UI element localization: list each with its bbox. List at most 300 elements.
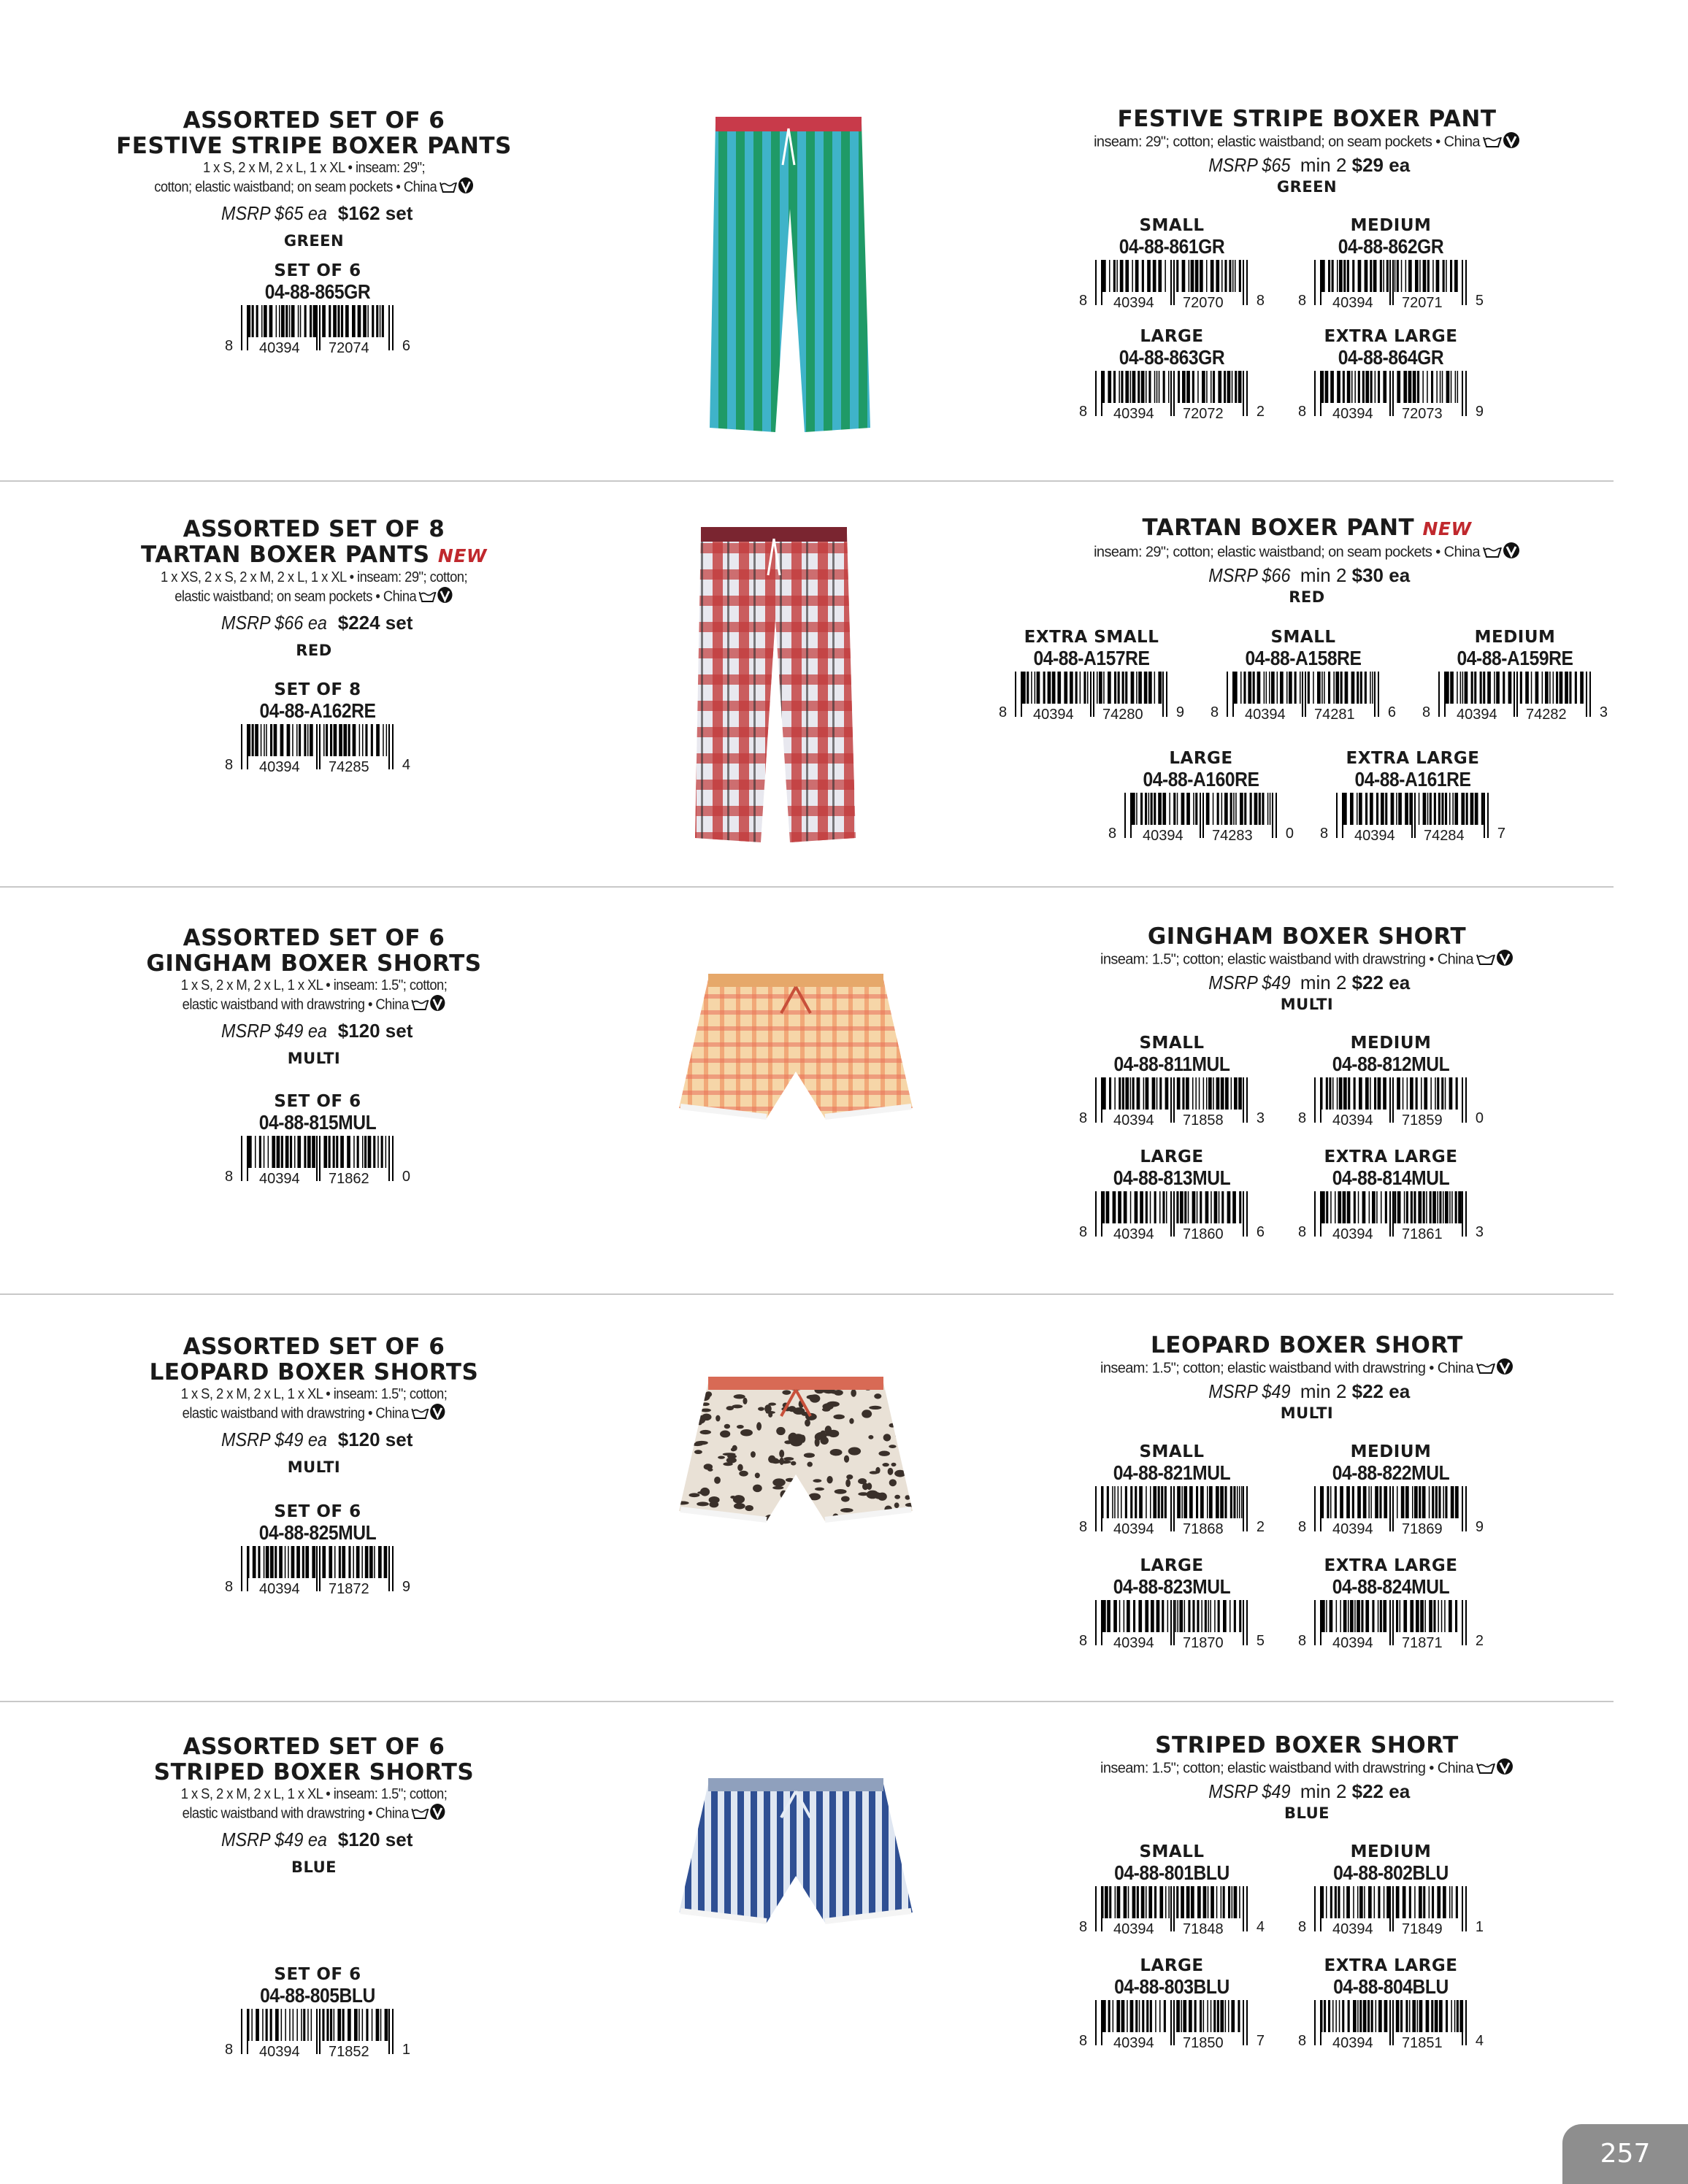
set-price [58,611,569,634]
upc-left-digits: 40394 [257,759,302,775]
item-price [1008,1780,1606,1803]
item-wholesale-price: $29 ea [1351,154,1411,176]
upc-barcode [225,724,410,775]
size-label: LARGE [1140,327,1204,346]
size-label: SET OF 6 [274,261,361,280]
upc-lead-digit: 8 [225,1169,234,1185]
upc-right-digits: 74281 [1312,707,1357,723]
set-barcode [225,1965,410,2064]
item-min-qty: min 2 [1300,1380,1347,1402]
set-barcode [225,1502,410,1601]
set-title-line2 [58,1360,569,1385]
set-price [58,1019,569,1042]
single-item-info [1008,1333,1606,1423]
upc-lead-digit: 8 [1298,1224,1307,1240]
upc-left-digits: 40394 [257,1581,302,1597]
upc-check-digit: 2 [1475,1633,1484,1649]
size-label: MEDIUM [1474,628,1556,647]
upc-barcode [1320,793,1505,844]
size-barcode-small [1211,628,1396,726]
set-color: GREEN [283,232,345,250]
set-title-line1: ASSORTED SET OF 8 [183,516,445,542]
size-label: EXTRA SMALL [1024,628,1159,647]
set-title-text: FESTIVE STRIPE BOXER PANTS [116,133,512,159]
set-description-text: elastic waistband with drawstring • China [182,1405,409,1422]
item-price [1008,971,1606,994]
upc-right-digits: 71870 [1181,1635,1226,1651]
item-min-qty: min 2 [1300,564,1347,586]
vegan-icon [429,1403,445,1420]
set-description-text: elastic waistband; on seam pockets • China [174,588,417,605]
upc-check-digit: 9 [1475,404,1484,420]
upc-left-digits: 40394 [1111,1226,1156,1242]
set-wholesale-price: $120 set [337,1020,413,1042]
item-title-text: FESTIVE STRIPE BOXER PANT [1117,106,1497,132]
upc-left-digits: 40394 [1111,1921,1156,1937]
size-barcode-medium [1422,628,1608,726]
sku-number: 04-88-861GR [1119,235,1225,258]
upc-right-digits: 74282 [1524,707,1569,723]
upc-check-digit: 4 [1256,1919,1265,1935]
item-color: GREEN [1276,178,1338,196]
item-wholesale-price: $30 ea [1351,564,1411,586]
product-photo [672,962,920,1141]
sku-number: 04-88-A157RE [1033,647,1150,669]
item-min-qty: min 2 [1300,154,1347,176]
size-barcode-large [1108,749,1294,847]
item-wholesale-price: $22 ea [1351,1380,1411,1402]
size-barcode-large [1079,1956,1265,2055]
size-barcode-small [1079,1842,1265,1941]
sku-number: 04-88-812MUL [1332,1053,1450,1075]
upc-left-digits: 40394 [1330,295,1376,311]
item-min-qty: min 2 [1300,1780,1347,1802]
vegan-icon [1496,1758,1514,1775]
upc-check-digit: 5 [1256,1633,1265,1649]
upc-barcode [225,305,410,356]
upc-barcode [1298,2000,1484,2051]
item-msrp: MSRP $49 [1208,1780,1291,1802]
size-barcode-medium [1298,216,1484,315]
set-color: MULTI [287,1458,341,1476]
product-photo [686,517,862,864]
section-divider [0,480,1614,482]
upc-right-digits: 72071 [1400,295,1445,311]
item-description-text: inseam: 1.5"; cotton; elastic waistband with drawstring • China [1100,951,1473,968]
sku-number: 04-88-813MUL [1113,1166,1231,1189]
sku-number: 04-88-802BLU [1333,1861,1449,1884]
upc-check-digit: 9 [1175,704,1184,720]
upc-lead-digit: 8 [1298,1519,1307,1535]
upc-lead-digit: 8 [225,338,234,354]
size-label: MEDIUM [1350,1034,1432,1053]
upc-lead-digit: 8 [225,2042,234,2058]
upc-right-digits: 71851 [1400,2035,1445,2051]
item-wholesale-price: $22 ea [1351,1780,1411,1802]
wash-icon [410,1806,429,1820]
product-photo [701,107,876,453]
upc-right-digits: 71869 [1400,1521,1445,1537]
sku-number: 04-88-811MUL [1113,1053,1230,1075]
upc-left-digits: 40394 [257,1171,302,1187]
item-description [1008,542,1606,564]
upc-lead-digit: 8 [1298,1633,1307,1649]
upc-right-digits: 74285 [326,759,372,775]
upc-right-digits: 71861 [1400,1226,1445,1242]
upc-barcode [1298,1486,1484,1537]
upc-right-digits: 71849 [1400,1921,1445,1937]
size-barcode-small [1079,1442,1265,1541]
item-price [1008,564,1606,587]
vegan-icon [1496,1358,1514,1375]
single-item-info [1008,515,1606,607]
set-color: BLUE [291,1858,337,1876]
vegan-icon [458,177,474,194]
size-barcode-extra-large [1298,327,1484,426]
set-title-line1: ASSORTED SET OF 6 [183,925,445,951]
upc-check-digit: 0 [1285,826,1294,842]
upc-barcode [1079,1077,1265,1128]
upc-barcode [1079,1191,1265,1242]
section-divider [0,1293,1614,1295]
upc-barcode [1079,1600,1265,1651]
set-title-text: TARTAN BOXER PANTS [141,542,430,568]
item-description [1008,1358,1606,1380]
set-description-line2 [79,1403,549,1425]
upc-right-digits: 72070 [1181,295,1226,311]
size-barcode-small [1079,1034,1265,1132]
assorted-set-info [58,517,569,661]
item-color: MULTI [1280,996,1334,1013]
upc-check-digit: 9 [402,1579,410,1595]
upc-left-digits: 40394 [1330,1112,1376,1128]
set-barcode [225,680,410,779]
upc-barcode [1079,260,1265,311]
set-description-text: cotton; elastic waistband; on seam pockets • China [154,179,437,196]
care-icons [1482,131,1520,153]
item-description-text: inseam: 1.5"; cotton; elastic waistband with drawstring • China [1100,1360,1473,1377]
upc-lead-digit: 8 [225,1579,234,1595]
upc-barcode [1298,260,1484,311]
sku-number: 04-88-801BLU [1114,1861,1229,1884]
upc-lead-digit: 8 [1079,1110,1088,1126]
size-label: SMALL [1139,1034,1205,1053]
size-barcode-large [1079,327,1265,426]
size-label: MEDIUM [1350,216,1432,235]
set-title-text: STRIPED BOXER SHORTS [153,1759,475,1785]
upc-lead-digit: 8 [1108,826,1117,842]
size-barcode-large [1079,1556,1265,1655]
upc-lead-digit: 8 [999,704,1008,720]
assorted-set-info [58,1734,569,1877]
sku-number: 04-88-A162RE [259,699,376,722]
sku-number: 04-88-825MUL [258,1521,377,1544]
size-label: MEDIUM [1350,1442,1432,1461]
upc-barcode [1298,1191,1484,1242]
upc-lead-digit: 8 [1211,704,1219,720]
item-description-text: inseam: 29"; cotton; elastic waistband; on seam pockets • China [1094,544,1480,561]
set-price [58,1828,569,1851]
set-msrp: MSRP $65 ea [220,202,327,224]
upc-right-digits: 71850 [1181,2035,1226,2051]
upc-lead-digit: 8 [1298,1110,1307,1126]
care-icons [1476,949,1514,971]
size-label: EXTRA LARGE [1324,1956,1458,1975]
sku-number: 04-88-804BLU [1333,1975,1449,1998]
sku-number: 04-88-822MUL [1332,1461,1450,1484]
upc-check-digit: 2 [1256,1519,1265,1535]
upc-check-digit: 6 [1256,1224,1265,1240]
upc-check-digit: 1 [1475,1919,1484,1935]
section-divider [0,1701,1614,1702]
size-label: EXTRA LARGE [1324,1147,1458,1166]
set-title-line1: ASSORTED SET OF 6 [183,1734,445,1760]
set-barcode [225,1092,410,1191]
upc-lead-digit: 8 [225,757,234,773]
set-description-line2 [79,1803,549,1825]
upc-check-digit: 3 [1599,704,1608,720]
item-title [1008,107,1606,131]
item-title [1008,1333,1606,1358]
upc-barcode [1079,2000,1265,2051]
sku-number: 04-88-863GR [1119,346,1225,369]
set-color: MULTI [287,1050,341,1067]
sku-number: 04-88-824MUL [1332,1575,1450,1598]
sku-number: 04-88-815MUL [258,1111,377,1134]
set-price [58,201,569,225]
size-label: EXTRA LARGE [1324,327,1458,346]
set-title-line2 [58,1760,569,1785]
gingham-short-photo [672,962,920,1137]
set-description-line1: 1 x S, 2 x M, 2 x L, 1 x XL • inseam: 1.5"; cotton; [180,1386,448,1402]
sku-number: 04-88-823MUL [1113,1575,1231,1598]
care-icons [410,1403,445,1425]
set-title-text: GINGHAM BOXER SHORTS [146,950,482,977]
upc-right-digits: 71858 [1181,1112,1226,1128]
item-price [1008,1380,1606,1403]
set-title-line2 [58,134,569,159]
upc-check-digit: 0 [1475,1110,1484,1126]
sku-number: 04-88-A161RE [1354,768,1471,791]
set-title-line1: ASSORTED SET OF 6 [183,107,445,134]
set-wholesale-price: $120 set [337,1429,413,1450]
upc-check-digit: 9 [1475,1519,1484,1535]
upc-right-digits: 71862 [326,1171,372,1187]
upc-check-digit: 3 [1475,1224,1484,1240]
set-price [58,1428,569,1451]
wash-icon [1476,1761,1496,1775]
upc-left-digits: 40394 [1352,828,1397,844]
sku-number: 04-88-A160RE [1143,768,1259,791]
size-barcode-extra-small [999,628,1184,726]
new-badge: NEW [437,545,487,566]
item-title [1008,1733,1606,1758]
upc-right-digits: 71871 [1400,1635,1445,1651]
size-barcode-small [1079,216,1265,315]
vegan-icon [1503,542,1520,559]
item-msrp: MSRP $49 [1208,1380,1291,1402]
upc-lead-digit: 8 [1298,293,1307,309]
item-min-qty: min 2 [1300,972,1347,993]
item-description-text: inseam: 1.5"; cotton; elastic waistband with drawstring • China [1100,1760,1473,1777]
care-icons [439,177,474,199]
size-barcode-medium [1298,1842,1484,1941]
upc-left-digits: 40394 [1330,1921,1376,1937]
assorted-set-info [58,926,569,1069]
set-title-line1: ASSORTED SET OF 6 [183,1334,445,1360]
vegan-icon [429,1803,445,1820]
care-icons [418,586,453,608]
item-color: MULTI [1280,1404,1334,1422]
wash-icon [439,180,458,194]
size-label: SMALL [1139,216,1205,235]
item-title [1008,515,1606,542]
set-title-text: LEOPARD BOXER SHORTS [149,1359,479,1385]
set-description-line1: 1 x S, 2 x M, 2 x L, 1 x XL • inseam: 29"; [202,160,426,176]
upc-check-digit: 7 [1256,2033,1265,2049]
set-wholesale-price: $224 set [337,612,413,634]
care-icons [410,994,445,1016]
upc-check-digit: 0 [402,1169,410,1185]
upc-barcode [1298,1600,1484,1651]
item-msrp: MSRP $65 [1208,154,1291,176]
upc-right-digits: 74284 [1422,828,1467,844]
product-photo [672,1766,920,1945]
set-wholesale-price: $162 set [337,202,413,224]
item-color: BLUE [1284,1804,1330,1822]
size-label: EXTRA LARGE [1324,1556,1458,1575]
upc-lead-digit: 8 [1079,1919,1088,1935]
item-color: RED [1289,588,1325,606]
item-title-text: GINGHAM BOXER SHORT [1147,923,1467,950]
festive-stripe-pant-photo [701,107,876,450]
set-color: RED [296,642,332,659]
upc-check-digit: 1 [402,2042,410,2058]
size-barcode-extra-large [1298,1556,1484,1655]
upc-barcode [1298,1077,1484,1128]
size-label: SET OF 6 [274,1965,361,1984]
upc-lead-digit: 8 [1298,1919,1307,1935]
upc-left-digits: 40394 [1243,707,1288,723]
care-icons [1482,542,1520,564]
sku-number: 04-88-805BLU [260,1984,375,2007]
upc-barcode [999,672,1184,723]
upc-barcode [1079,371,1265,422]
single-item-info [1008,924,1606,1015]
item-description [1008,1758,1606,1780]
wash-icon [410,997,429,1012]
upc-check-digit: 8 [1256,293,1265,309]
upc-right-digits: 74280 [1100,707,1146,723]
wash-icon [1482,134,1503,149]
set-msrp: MSRP $49 ea [220,1829,327,1850]
sku-number: 04-88-A159RE [1457,647,1573,669]
assorted-set-info [58,108,569,251]
upc-barcode [1298,371,1484,422]
upc-left-digits: 40394 [1111,406,1156,422]
upc-right-digits: 72073 [1400,406,1445,422]
upc-right-digits: 71848 [1181,1921,1226,1937]
set-description-text: elastic waistband with drawstring • China [182,1805,409,1822]
upc-right-digits: 72074 [326,340,372,356]
set-title-line2 [58,542,569,569]
upc-left-digits: 40394 [1330,1521,1376,1537]
new-badge: NEW [1422,518,1472,539]
size-barcode-medium [1298,1034,1484,1132]
set-title-line2 [58,951,569,977]
upc-check-digit: 4 [402,757,410,773]
wash-icon [1482,545,1503,559]
sku-number: 04-88-862GR [1338,235,1444,258]
single-item-info [1008,1733,1606,1823]
product-photo [672,1365,920,1544]
upc-lead-digit: 8 [1320,826,1329,842]
size-barcode-large [1079,1147,1265,1246]
upc-barcode [1108,793,1294,844]
upc-check-digit: 6 [1387,704,1396,720]
size-label: MEDIUM [1350,1842,1432,1861]
vegan-icon [1496,949,1514,966]
sku-number: 04-88-821MUL [1113,1461,1231,1484]
upc-left-digits: 40394 [1330,406,1376,422]
set-description-line1: 1 x XS, 2 x S, 2 x M, 2 x L, 1 x XL • inseam: 29"; cotton; [160,569,468,585]
sku-number: 04-88-A158RE [1245,647,1362,669]
set-description-line2 [79,586,549,608]
size-label: SET OF 8 [274,680,361,699]
set-description-line1: 1 x S, 2 x M, 2 x L, 1 x XL • inseam: 1.5"; cotton; [180,977,448,993]
leopard-short-photo [672,1365,920,1540]
upc-right-digits: 71868 [1181,1521,1226,1537]
care-icons [1476,1358,1514,1380]
upc-lead-digit: 8 [1079,404,1088,420]
size-label: LARGE [1140,1147,1204,1166]
size-label: LARGE [1140,1956,1204,1975]
item-title-text: STRIPED BOXER SHORT [1155,1732,1459,1758]
vegan-icon [429,994,445,1012]
section-divider [0,886,1614,888]
upc-lead-digit: 8 [1079,1224,1088,1240]
upc-left-digits: 40394 [1111,1112,1156,1128]
upc-lead-digit: 8 [1298,2033,1307,2049]
upc-right-digits: 71860 [1181,1226,1226,1242]
striped-short-photo [672,1766,920,1942]
upc-right-digits: 74283 [1210,828,1255,844]
size-label: EXTRA LARGE [1346,749,1480,768]
item-title-text: TARTAN BOXER PANT [1142,515,1415,541]
upc-left-digits: 40394 [1111,1521,1156,1537]
upc-lead-digit: 8 [1298,404,1307,420]
upc-barcode [1211,672,1396,723]
wash-icon [1476,1361,1496,1375]
upc-lead-digit: 8 [1079,293,1088,309]
upc-right-digits: 71872 [326,1581,372,1597]
set-msrp: MSRP $49 ea [220,1429,327,1450]
single-item-info [1008,107,1606,197]
item-title [1008,924,1606,949]
care-icons [410,1803,445,1825]
size-label: SET OF 6 [274,1092,361,1111]
item-wholesale-price: $22 ea [1351,972,1411,993]
upc-right-digits: 71852 [326,2044,372,2060]
item-price [1008,153,1606,177]
upc-left-digits: 40394 [257,2044,302,2060]
upc-check-digit: 3 [1256,1110,1265,1126]
set-wholesale-price: $120 set [337,1829,413,1850]
upc-barcode [1079,1886,1265,1937]
upc-barcode [1079,1486,1265,1537]
upc-barcode [1298,1886,1484,1937]
size-label: SET OF 6 [274,1502,361,1521]
